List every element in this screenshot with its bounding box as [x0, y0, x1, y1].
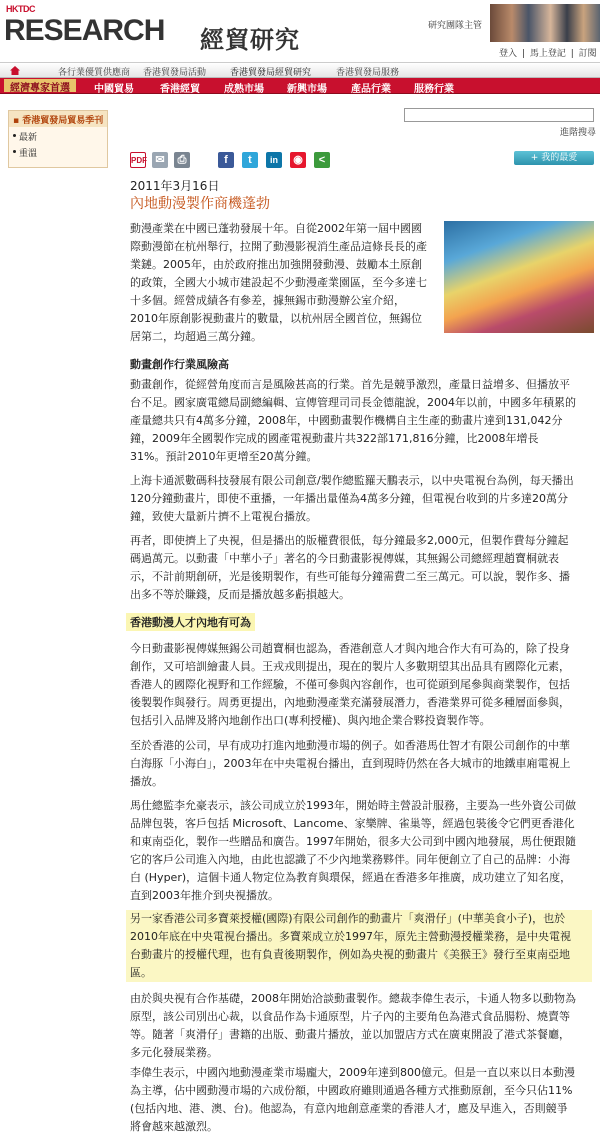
share-icon[interactable]: <	[314, 152, 330, 168]
tab-services[interactable]: 服務行業	[414, 84, 454, 95]
facebook-icon[interactable]: f	[218, 152, 234, 168]
team-photo	[490, 4, 600, 42]
sidebar-heading-label: 香港貿發局貿易季刊	[22, 116, 104, 126]
login-link[interactable]: 登入	[499, 49, 518, 59]
article-paragraph: 由於與央視有合作基礎，2008年開始洽談動畫製作。總裁李偉生表示，卡通人物多以動物為 原型，該公司別出心裁，以食品作為卡通原型，片子內的主要角色為港式食品腸粉、燒賣等 等。隨著「爽滑仔」書籍的出版、動畫片播放，並以加盟店方式在廣東開設了港式茶餐廳， 多元化發展業務。	[130, 992, 576, 1059]
section-heading-highlighted: 香港動漫人才內地有可為	[126, 613, 255, 631]
site-header	[0, 0, 600, 62]
sidebar-quarterly	[8, 110, 108, 168]
account-links	[498, 46, 598, 59]
article-date: 2011年3月16日	[130, 179, 220, 193]
sidebar-heading[interactable]	[9, 111, 107, 127]
twitter-icon[interactable]: t	[242, 152, 258, 168]
article-paragraph: 上海卡通派數碼科技發展有限公司創意/製作總監羅天鵬表示，以中央電視台為例，每天播出 120分鐘動畫片，即使不重播，一年播出量僅為4萬多分鐘，但電視台收到的片多達20萬分 鐘，致使大量新片擠不上電視台播放。	[130, 474, 574, 523]
section-heading: 動畫創作行業風險高	[130, 358, 229, 371]
article-paragraph: 今日動畫影視傳媒無錫公司趙寶桐也認為，香港創意人才與內地合作大有可為的，除了投身 創作，又可培訓繪畫人員。王戎戎則提出，現在的製片人多數期望其出品具有國際化元素， 香港人的國際化視野和工作經驗，不僅可參與內容創作，也可從頭到尾參與商業製作，包括 後製製作與發行。周勇更提出，內地動漫產業充滿發展潛力，香港業界可從多種層面參與， 包括引入品牌及將內地創作出口(專利授權)、與內地企業合夥投資製作等。	[130, 642, 570, 727]
tab-emerging-markets[interactable]: 新興市場	[287, 84, 327, 95]
sidebar-item-archive[interactable]: 重溫	[9, 143, 107, 159]
subscribe-link[interactable]: 訂閱	[578, 49, 597, 59]
team-label[interactable]: 研究團隊主管	[428, 21, 483, 31]
article-paragraph: 馬仕總監李允豪表示，該公司成立於1993年，開始時主營設計服務，主要為一些外資公司做 品牌包裝，客戶包括 Microsoft、Lancome、家樂牌、雀巢等，經過包裝後令它們更香港化 和東南亞化，製作一些贈品和廣告。1997年開始，很多大公司到中國內地發展，馬仕便跟隨 它的客戶公司進入內地，由此也認識了不少內地業務夥伴。同年便創立了自己的品牌：小海 白 (Hyper)，這個卡通人物定位為教育與環保，經過在香港多年推廣，成功建立了知名度， 直到2003年推介到央視播放。	[130, 799, 576, 902]
triangle-icon: ▪	[13, 116, 23, 126]
secondary-nav	[0, 62, 600, 78]
register-link[interactable]: 馬上登記	[529, 49, 566, 59]
article-paragraph: 李偉生表示，中國內地動漫產業市場龐大，2009年達到800億元。但是一直以來以日本動漫 為主導，佔中國動漫市場的六成份額，中國政府雖則通過各種方式推動原創，至今只佔11% (包括內地、港、澳、台)。他認為，有意內地創意產業的香港人才，應及早進入，否則競爭 將會越來越激烈。	[130, 1066, 575, 1133]
pdf-icon[interactable]: PDF	[130, 152, 146, 168]
tab-expert[interactable]: 經濟專家首選	[4, 79, 76, 92]
nav-suppliers[interactable]: 各行業優質供應商	[58, 68, 131, 78]
linkedin-icon[interactable]: in	[266, 152, 282, 168]
nav-research[interactable]: 香港貿發局經貿研究	[230, 68, 312, 78]
article-paragraph: 再者，即使擠上了央視，但是播出的版權費很低，每分鐘最多2,000元，但製作費每分鐘起 碼過萬元。以動畫「中華小子」著名的今日動畫影視傳媒，其無錫公司總經理趙寶桐就表 示，不計前期創研，光是後期製作，有些可能每分鐘需費二至三萬元。可以說，製作多、播 出多不等於賺錢，反而是播放越多虧損越大。	[130, 534, 570, 601]
tab-products[interactable]: 產品行業	[351, 84, 391, 95]
primary-nav	[0, 78, 600, 94]
article-paragraph: 動畫創作，從經營角度而言是風險甚高的行業。首先是競爭激烈，產量日益增多、但播放平 台不足。國家廣電總局副總編輯、宣傳管理司司長金德龍說，2004年以前，中國多年積累的 產量總共只有4萬多分鐘，2008年，中國動畫製作機構自主生產的動畫片達到131,042分 鐘，2009年全國製作完成的國產電視動畫片共322部171,816分鐘，比2008年增長 31%。預計2010年更增至20萬分鐘。	[130, 378, 576, 463]
research-logo[interactable]: RESEARCH	[4, 14, 165, 47]
divider: |	[521, 49, 525, 59]
nav-events[interactable]: 香港貿發局活動	[143, 68, 207, 78]
tab-hk-economy[interactable]: 香港經貿	[160, 84, 200, 95]
article-title: 內地動漫製作商機蓬勃	[130, 196, 270, 212]
article-paragraph-highlighted: 另一家香港公司多寶萊授權(國際)有限公司創作的動畫片「爽滑仔」(中華美食小子)，也於 2010年底在中央電視台播出。多寶萊成立於1997年，原先主營動漫授權業務，是中央電視 台動畫片的授權代理，也有負責後期製作，例如為央視的動畫片《美猴王》發行至東南亞地 區。	[126, 910, 592, 982]
nav-services[interactable]: 香港貿發局服務	[336, 68, 400, 78]
tab-mature-markets[interactable]: 成熟市場	[224, 84, 264, 95]
tab-china-trade[interactable]: 中國貿易	[94, 84, 134, 95]
email-icon[interactable]: ✉	[152, 152, 168, 168]
article-photo	[444, 221, 594, 333]
hktdc-logo[interactable]: HKTDC	[6, 4, 35, 14]
article-paragraph: 動漫產業在中國已蓬勃發展十年。自從2002年第一屆中國國 際動漫節在杭州舉行，拉開了動漫影視消生產品這條長長的產 業鏈。2005年，由於政府推出加強開發動漫、鼓勵本土原創 的政策，全國大小城市建設起不少動漫產業園區，至今多達七 十多個。經營成績各有參差，據無錫市動漫辦公室介紹， 2010年原創影視動畫片的數量，以杭州居全國首位，無錫位 居第二，均超過三萬分鐘。	[130, 222, 427, 343]
sidebar-item-latest[interactable]: 最新	[9, 127, 107, 143]
divider: |	[570, 49, 574, 59]
article-paragraph: 至於香港的公司，早有成功打進內地動漫市場的例子。如香港馬仕智才有限公司創作的中華 白海豚「小海白」，2003年在中央電視台播出，直到現時仍然在各大城市的地鐵車廂電視上 播放。	[130, 739, 571, 788]
search-input[interactable]	[404, 108, 594, 122]
research-logo-cn: 經貿研究	[200, 26, 300, 54]
print-icon[interactable]: ⎙	[174, 152, 190, 168]
weibo-icon[interactable]: ◉	[290, 152, 306, 168]
home-icon[interactable]	[10, 66, 20, 75]
add-favourite-button[interactable]: + 我的最愛	[514, 151, 594, 165]
advanced-search-link[interactable]: 進階搜尋	[560, 128, 597, 138]
